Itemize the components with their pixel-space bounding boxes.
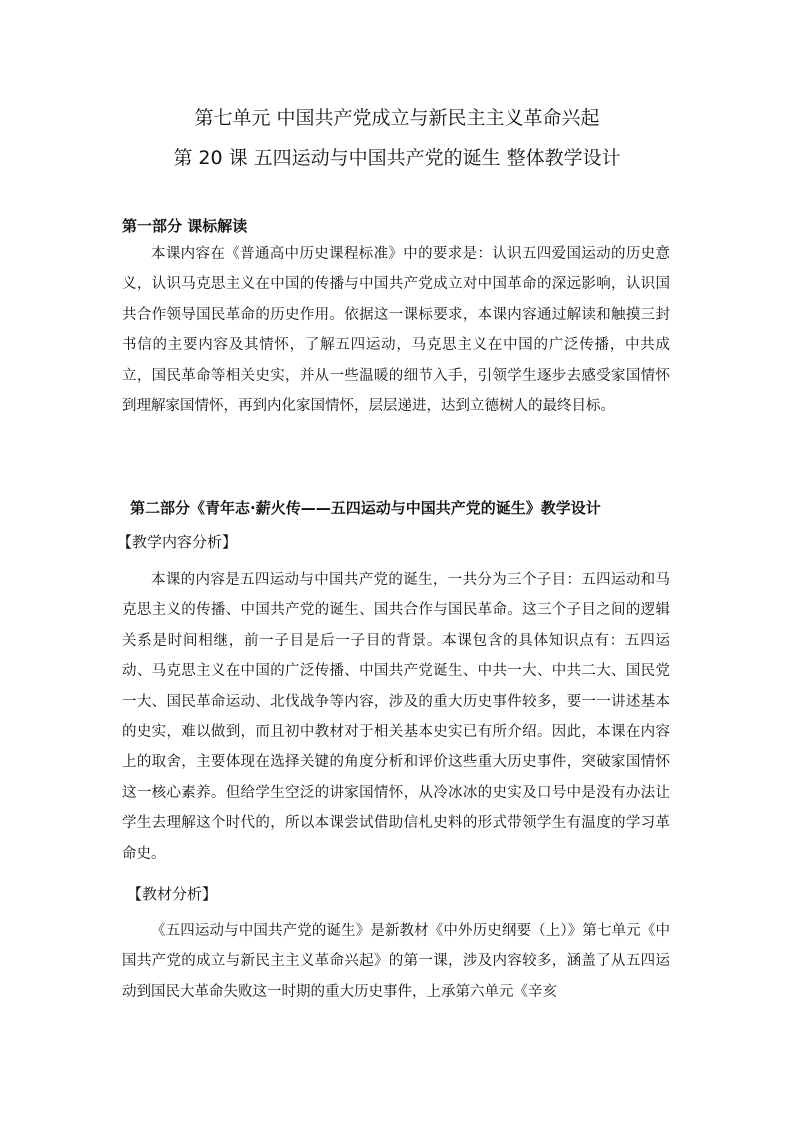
unit-title: 第七单元 中国共产党成立与新民主主义革命兴起 xyxy=(194,107,600,129)
part1-body-text: 本课内容在《普通高中历史课程标准》中的要求是：认识五四爱国运动的历史意义，认识马克思主义在中国的传播与中国共产党成立对中国革命的深远影响，认识国共合作领导国民革命的历史作用。依据这一课标要求，本课内容通过解读和触摸三封书信的主要内容及其情怀，了解五四运动，马克思主义在中国的广泛传播，中共成立，国民革命等相关史实，并从一些温暖的细节入手，引领学生逐步去感受家国情怀到理解家国情怀，再到内化家国情怀，层层递进，达到立德树人的最终目标。 xyxy=(122,246,670,415)
part2-heading: 第二部分《青年志·薪火传——五四运动与中国共产党的诞生》教学设计 xyxy=(130,499,601,517)
lesson-title: 第 20 课 五四运动与中国共产党的诞生 整体教学设计 xyxy=(173,147,621,169)
content-analysis-text: 本课的内容是五四运动与中国共产党的诞生，一共分为三个子目：五四运动和马克思主义的传播、中国共产党的诞生、国共合作与国民革命。这三个子目之间的逻辑关系是时间相继，前一子目是后一子目的背景。本课包含的具体知识点有：五四运动、马克思主义在中国的广泛传播、中国共产党诞生、中共一大、中共二大、国民党一大、国民革命运动、北伐战争等内容，涉及的重大历史事件较多，要一一讲述基本的史实，难以做到，而且初中教材对于相关基本史实已有所介绍。因此，本课在内容上的取舍，主要体现在选择关键的角度分析和评价这些重大历史事件，突破家国情怀这一核心素养。但给学生空泛的讲家国情怀，从冷冰冰的史实及口号中是没有办法让学生去理解这个时代的，所以本课尝试借助信札史料的形式带领学生有温度的学习革命史。 xyxy=(122,572,670,862)
textbook-analysis-paragraph xyxy=(122,916,670,1007)
textbook-analysis-text: 《五四运动与中国共产党的诞生》是新教材《中外历史纲要（上）》第七单元《中国共产党的成立与新民主主义革命兴起》的第一课，涉及内容较多，涵盖了从五四运动到国民大革命失败这一时期的重大历史事件，上承第六单元《辛亥 xyxy=(122,923,670,1000)
content-analysis-label: 【教学内容分析】 xyxy=(117,533,238,551)
textbook-analysis-label: 【教材分析】 xyxy=(127,885,218,903)
part1-heading: 第一部分 课标解读 xyxy=(122,217,248,235)
content-analysis-paragraph xyxy=(122,565,670,869)
part1-paragraph xyxy=(122,239,670,421)
